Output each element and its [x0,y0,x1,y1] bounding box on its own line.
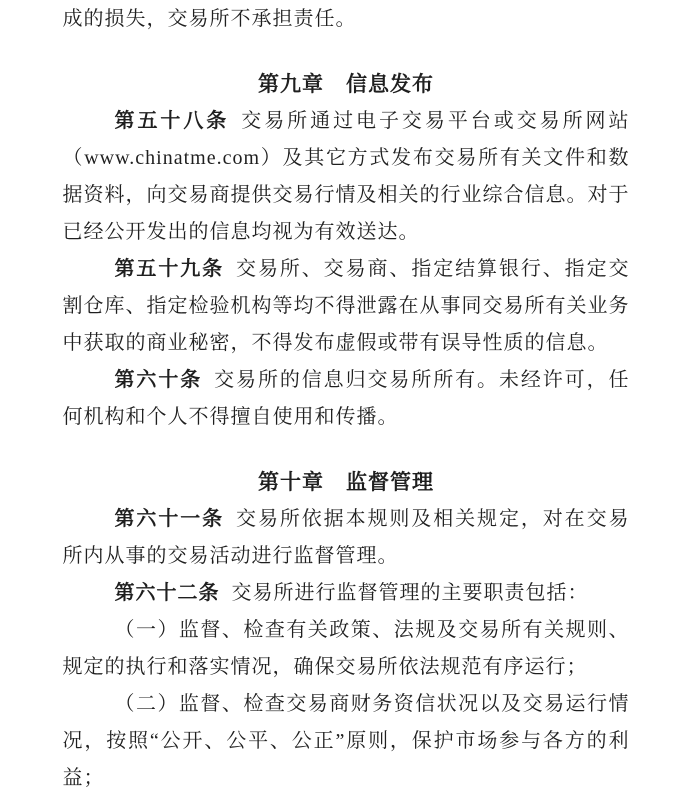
article-62-number: 第六十二条 [114,582,220,604]
article-59-number: 第五十九条 [114,258,225,280]
chapter-9-heading: 第九章 信息发布 [258,73,434,96]
article-62 [63,575,630,612]
article-59-text: 交易所、交易商、指定结算银行、指定交割仓库、指定检验机构等均不得泄露在从事同交易所有关业务中获取的商业秘密，不得发布虚假或带有误导性质的信息。 [62,258,630,354]
article-60 [63,362,630,436]
document-page [63,0,630,797]
article-58 [63,103,630,251]
duty-item-2: （二）监督、检查交易商财务资信状况以及交易运行情况，按照“公开、公平、公正”原则，保护市场参与各方的利益； [62,693,630,789]
article-58-text: 交易所通过电子交易平台或交易所网站（www.chinatme.com）及其它方式发布交易所有关文件和数据资料，向交易商提供交易行情及相关的行业综合信息。对于已经公开发出的信息均视为有效送达。 [62,110,630,243]
duty-item-1: （一）监督、检查有关政策、法规及交易所有关规则、规定的执行和落实情况，确保交易所依法规范有序运行； [62,619,630,678]
article-61-text: 交易所依据本规则及相关规定，对在交易所内从事的交易活动进行监督管理。 [62,508,630,567]
article-62-text: 交易所进行监督管理的主要职责包括： [231,582,589,604]
article-60-text: 交易所的信息归交易所所有。未经许可，任何机构和个人不得擅自使用和传播。 [62,369,630,428]
paragraph-continuation: 成的损失，交易所不承担责任。 [62,8,357,30]
article-61 [63,501,630,575]
article-58-number: 第五十八条 [114,110,230,132]
article-61-number: 第六十一条 [114,508,225,530]
chapter-10-heading: 第十章 监督管理 [258,471,434,494]
article-59 [63,251,630,362]
article-60-number: 第六十条 [114,369,203,391]
